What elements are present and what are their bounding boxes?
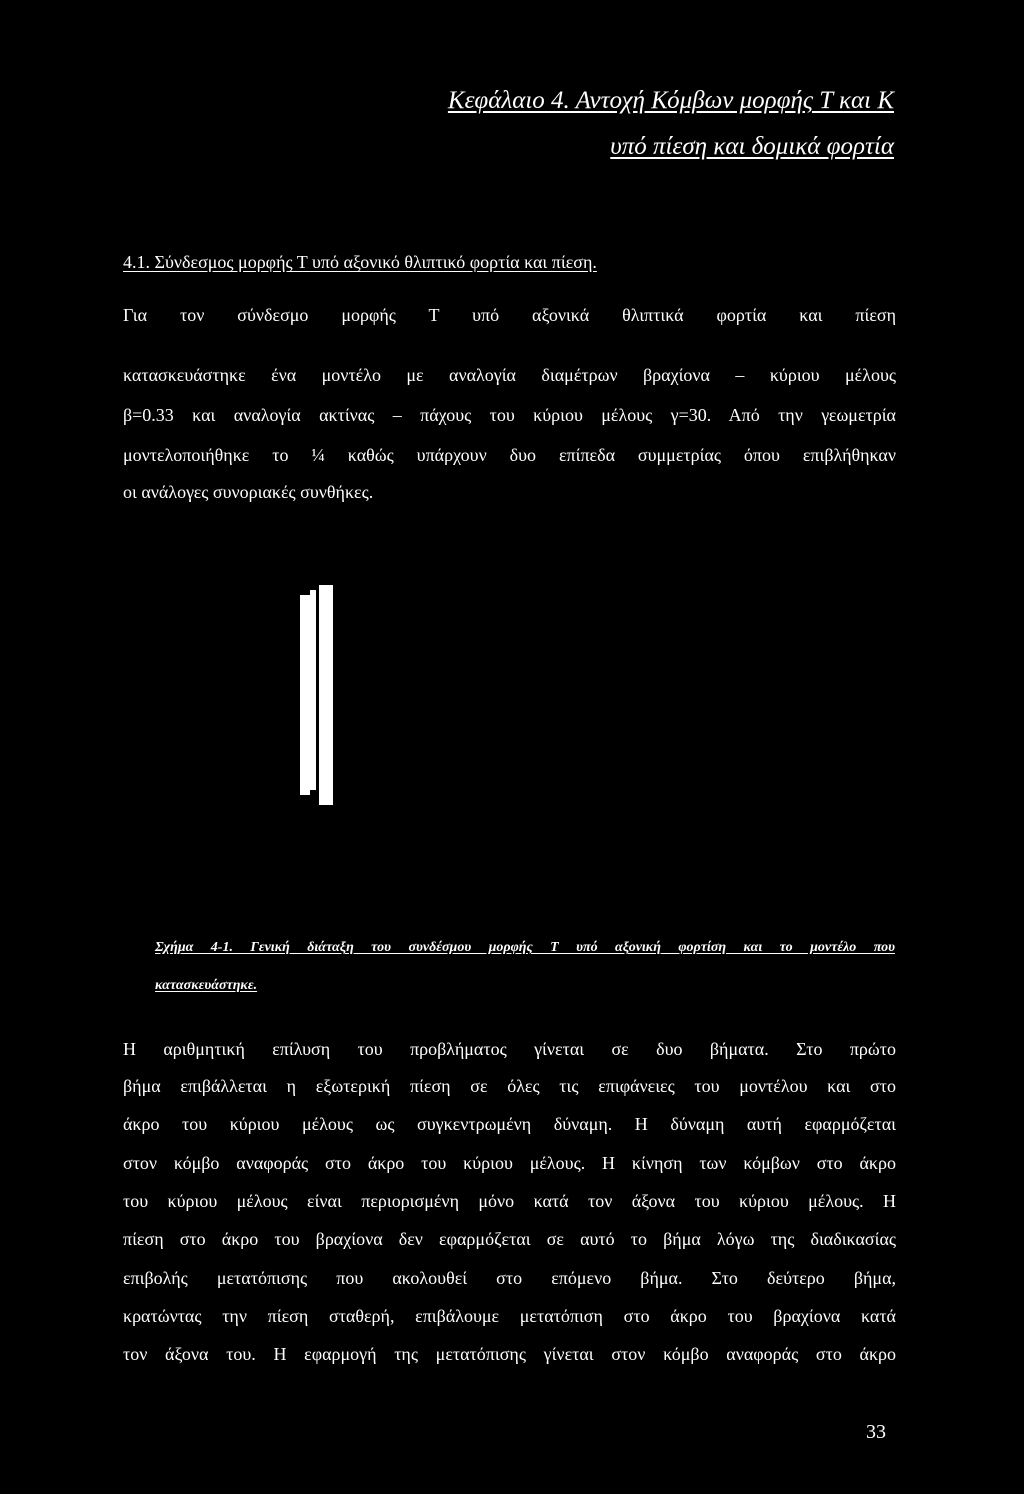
figure-caption [155, 940, 895, 1016]
paragraph-line: οι ανάλογες συνοριακές συνθήκες. [123, 482, 374, 502]
paragraph-line: άκρο του κύριου μέλους ως συγκεντρωμένη δύναμη. Η δύναμη αυτή εφαρμόζεται [123, 1114, 896, 1134]
paragraph-line: επιβολής μετατόπισης που ακολουθεί στο επόμενο βήμα. Στο δεύτερο βήμα, [123, 1268, 896, 1288]
figure-caption-line: κατασκευάστηκε. [155, 978, 258, 993]
figure-caption-line: Σχήμα 4-1. Γενική διάταξη του συνδέσμου μορφής Τ υπό αξονική φορτίση και το μοντέλο που [155, 940, 895, 955]
paragraph-line: πίεση στο άκρο του βραχίονα δεν εφαρμόζεται σε αυτό το βήμα λόγω της διαδικασίας [123, 1229, 896, 1249]
paragraph-line: κατασκευάστηκε ένα μοντέλο με αναλογία διαμέτρων βραχίονα – κύριου μέλους [123, 365, 896, 385]
figure-bar-middle [310, 590, 316, 790]
paragraph-line: τον άξονα του. Η εφαρμογή της μετατόπισης γίνεται στον κόμβο αναφοράς στο άκρο [123, 1344, 896, 1364]
paragraph-line: Η αριθμητική επίλυση του προβλήματος γίνεται σε δυο βήματα. Στο πρώτο [123, 1039, 896, 1059]
paragraph-line: στον κόμβο αναφοράς στο άκρο του κύριου μέλους. Η κίνηση των κόμβων στο άκρο [123, 1153, 896, 1173]
chapter-title-line2: υπό πίεση και δομικά φορτία [610, 133, 894, 160]
paragraph-line: Για τον σύνδεσμο μορφής Τ υπό αξονικά θλιπτικά φορτία και πίεση [123, 305, 896, 325]
figure-bar-right [319, 585, 333, 805]
figure-bar-left [300, 595, 310, 795]
page-number: 33 [866, 1421, 886, 1443]
chapter-title-line1: Κεφάλαιο 4. Αντοχή Κόμβων μορφής Τ και Κ [447, 87, 894, 114]
paragraph-line: κρατώντας την πίεση σταθερή, επιβάλουμε μετατόπιση στο άκρο του βραχίονα κατά [123, 1306, 896, 1326]
paragraph-line: β=0.33 και αναλογία ακτίνας – πάχους του κύριου μέλους γ=30. Από την γεωμετρία [123, 405, 896, 425]
paragraph-line: μοντελοποιήθηκε το ¼ καθώς υπάρχουν δυο επίπεδα συμμετρίας όπου επιβλήθηκαν [123, 445, 896, 465]
figure-t-joint-model [300, 585, 340, 805]
paragraph-line: βήμα επιβάλλεται η εξωτερική πίεση σε όλες τις επιφάνειες του μοντέλου και στο [123, 1076, 896, 1096]
paragraph-line: του κύριου μέλους είναι περιορισμένη μόνο κατά τον άξονα του κύριου μέλους. Η [123, 1191, 896, 1211]
section-title: 4.1. Σύνδεσμος μορφής Τ υπό αξονικό θλιπτικό φορτία και πίεση. [123, 252, 597, 272]
